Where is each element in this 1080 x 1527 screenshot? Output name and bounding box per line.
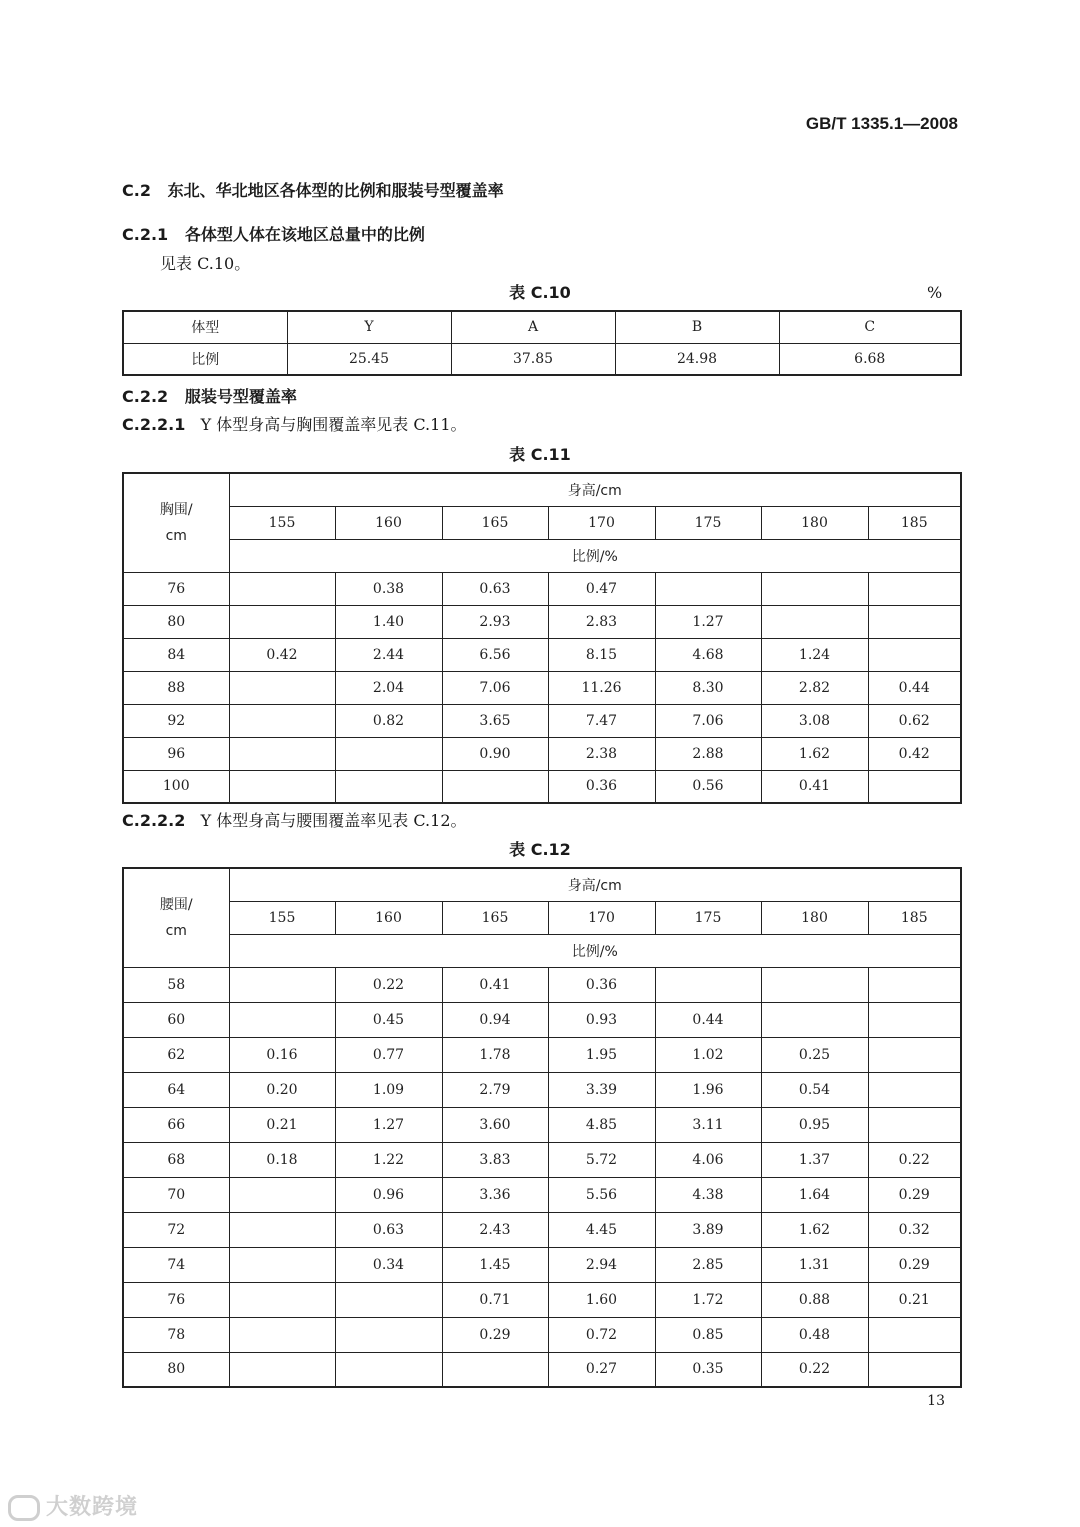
table-c12-cell: 0.20 [229, 1072, 335, 1107]
table-c12-cell: 2.79 [442, 1072, 548, 1107]
table-c12-cell: 1.60 [548, 1282, 655, 1317]
table-c11-cell: 2.83 [548, 605, 655, 638]
table-c12-row [123, 1037, 961, 1072]
table-c12-corner-line2: cm [165, 922, 187, 939]
table-c12-cell: 0.45 [335, 1002, 442, 1037]
table-c12-cell: 0.48 [761, 1317, 868, 1352]
table-c12-cell [335, 1282, 442, 1317]
table-c12-cell: 2.43 [442, 1212, 548, 1247]
table-c12-cell: 3.11 [655, 1107, 761, 1142]
table-c12-cell [229, 1352, 335, 1387]
table-c11-cell: 0.36 [548, 770, 655, 803]
table-c12-cell: 4.45 [548, 1212, 655, 1247]
section-c2-number: C.2 [122, 181, 151, 200]
table-c12-cell [655, 967, 761, 1002]
table-c11-height-cell: 175 [655, 506, 761, 539]
table-c12-cell: 0.35 [655, 1352, 761, 1387]
table-c11-cell: 0.62 [868, 704, 961, 737]
table-c11-cell [868, 638, 961, 671]
table-c11-row [123, 671, 961, 704]
table-c12-cell: 0.18 [229, 1142, 335, 1177]
table-c12-cell: 1.09 [335, 1072, 442, 1107]
table-c11-row [123, 704, 961, 737]
table-c12-cell: 0.21 [229, 1107, 335, 1142]
table-c12-cell [761, 1002, 868, 1037]
table-c12-cell: 0.85 [655, 1317, 761, 1352]
table-c12-cell: 1.27 [335, 1107, 442, 1142]
table-c12-cell: 0.54 [761, 1072, 868, 1107]
table-c12-row [123, 1282, 961, 1317]
table-c11-height-cell: 155 [229, 506, 335, 539]
table-c12-cell [868, 1072, 961, 1107]
table-c12-cell: 1.45 [442, 1247, 548, 1282]
table-c12-cell [229, 1317, 335, 1352]
table-c11-height-cell: 180 [761, 506, 868, 539]
table-c12-cell: 1.31 [761, 1247, 868, 1282]
table-c12-row-key: 62 [123, 1037, 229, 1072]
table-c11-cell [335, 737, 442, 770]
table-c12-cell [229, 1282, 335, 1317]
section-c21-heading [122, 222, 425, 245]
table-c12-cell: 0.36 [548, 967, 655, 1002]
table-c11-cell: 0.38 [335, 572, 442, 605]
table-c12-cell: 1.64 [761, 1177, 868, 1212]
table-c12-row [123, 1247, 961, 1282]
table-c12-row [123, 1107, 961, 1142]
table-c12-cell: 0.32 [868, 1212, 961, 1247]
table-c10-cell: 25.45 [287, 343, 451, 375]
table-c12-cell: 1.37 [761, 1142, 868, 1177]
table-c10-header-row [123, 311, 961, 343]
table-c10-cell: 37.85 [451, 343, 615, 375]
table-c12-cell [229, 967, 335, 1002]
table-c11-cell [868, 572, 961, 605]
section-c2-heading [122, 178, 504, 201]
table-c11-cell: 2.82 [761, 671, 868, 704]
table-c12-cell [868, 1107, 961, 1142]
table-c11-corner-line2: cm [165, 527, 187, 544]
section-c221-text: Y 体型身高与胸围覆盖率见表 C.11。 [200, 415, 467, 434]
table-c12 [122, 867, 962, 1388]
table-c12-cell: 0.21 [868, 1282, 961, 1317]
table-c11-cell: 6.56 [442, 638, 548, 671]
table-c12-cell: 0.34 [335, 1247, 442, 1282]
watermark [8, 1490, 138, 1521]
table-c12-cell: 1.95 [548, 1037, 655, 1072]
table-c11-height-cell: 185 [868, 506, 961, 539]
table-c12-height-cell: 170 [548, 901, 655, 934]
table-c11-cell: 0.42 [229, 638, 335, 671]
table-c11-cell [442, 770, 548, 803]
page-number: 13 [927, 1393, 945, 1409]
table-c11-heights-row [123, 506, 961, 539]
table-c12-row [123, 1352, 961, 1387]
table-c11-sub-header: 比例/% [229, 539, 961, 572]
table-c11-cell: 0.41 [761, 770, 868, 803]
table-c11-row [123, 770, 961, 803]
table-c12-cell: 1.78 [442, 1037, 548, 1072]
table-c12-cell [229, 1247, 335, 1282]
table-c12-cell: 0.77 [335, 1037, 442, 1072]
table-c12-height-cell: 160 [335, 901, 442, 934]
table-c10-unit: % [927, 283, 943, 302]
table-c11-cell: 0.42 [868, 737, 961, 770]
table-c12-height-cell: 180 [761, 901, 868, 934]
table-c11-cell [229, 605, 335, 638]
table-c12-cell [868, 1317, 961, 1352]
table-c11-row-key: 84 [123, 638, 229, 671]
table-c12-height-cell: 155 [229, 901, 335, 934]
section-c22-title: 服装号型覆盖率 [184, 387, 297, 406]
table-c12-cell: 2.94 [548, 1247, 655, 1282]
table-c12-cell: 0.29 [868, 1177, 961, 1212]
standard-code: GB/T 1335.1—2008 [805, 114, 958, 133]
table-c11-row-key: 88 [123, 671, 229, 704]
table-c12-caption: 表 C.12 [509, 840, 571, 859]
table-c12-row [123, 1072, 961, 1107]
table-c11-corner-line1: 胸围/ [159, 501, 193, 518]
section-c22-number: C.2.2 [122, 387, 169, 406]
table-c11-cell: 0.44 [868, 671, 961, 704]
table-c12-cell: 0.41 [442, 967, 548, 1002]
table-c12-row-key: 60 [123, 1002, 229, 1037]
table-c10-cell: 24.98 [615, 343, 779, 375]
table-c12-cell: 5.72 [548, 1142, 655, 1177]
table-c12-cell: 0.22 [761, 1352, 868, 1387]
table-c11-height-cell: 170 [548, 506, 655, 539]
table-c12-cell: 3.36 [442, 1177, 548, 1212]
table-c12-cell: 1.02 [655, 1037, 761, 1072]
table-c12-cell: 0.72 [548, 1317, 655, 1352]
table-c12-body [123, 967, 961, 1387]
table-c12-cell: 3.89 [655, 1212, 761, 1247]
table-c11-cell [335, 770, 442, 803]
table-c11-cell: 0.82 [335, 704, 442, 737]
table-c12-cell: 0.93 [548, 1002, 655, 1037]
table-c10-cell: 比例 [123, 343, 287, 375]
table-c10-header-cell: C [779, 311, 961, 343]
table-c11-cell: 7.06 [655, 704, 761, 737]
table-c12-row [123, 1002, 961, 1037]
table-c12-row [123, 1177, 961, 1212]
table-c11-cell: 2.44 [335, 638, 442, 671]
table-c12-row-key: 66 [123, 1107, 229, 1142]
table-c12-cell: 1.72 [655, 1282, 761, 1317]
table-c12-cell: 0.63 [335, 1212, 442, 1247]
table-c12-cell: 5.56 [548, 1177, 655, 1212]
table-c10-caption: 表 C.10 [509, 283, 571, 302]
table-c11-cell [655, 572, 761, 605]
table-c11-corner [123, 473, 229, 572]
table-c10-header-cell: 体型 [123, 311, 287, 343]
table-c12-cell [868, 1002, 961, 1037]
table-c12-cell [868, 967, 961, 1002]
table-c12-cell: 2.85 [655, 1247, 761, 1282]
table-c11-row-key: 92 [123, 704, 229, 737]
table-c12-cell: 0.25 [761, 1037, 868, 1072]
table-c11-row-key: 76 [123, 572, 229, 605]
table-c12-cell [229, 1212, 335, 1247]
watermark-logo-icon [8, 1495, 40, 1521]
table-c11-cell: 7.47 [548, 704, 655, 737]
table-c12-row [123, 1142, 961, 1177]
table-c11-body [123, 572, 961, 803]
table-c11-cell: 8.30 [655, 671, 761, 704]
table-c12-cell: 0.96 [335, 1177, 442, 1212]
table-c12-row-key: 68 [123, 1142, 229, 1177]
table-c12-heights-row [123, 901, 961, 934]
table-c12-corner [123, 868, 229, 967]
watermark-text: 大数跨境 [46, 1495, 139, 1520]
table-c12-cell: 3.39 [548, 1072, 655, 1107]
table-c11-cell: 2.88 [655, 737, 761, 770]
table-c12-row-key: 58 [123, 967, 229, 1002]
table-c11-cell: 0.90 [442, 737, 548, 770]
table-c12-row [123, 1212, 961, 1247]
table-c12-cell: 4.38 [655, 1177, 761, 1212]
table-c12-cell: 3.60 [442, 1107, 548, 1142]
table-c12-row [123, 967, 961, 1002]
table-c11-caption: 表 C.11 [509, 445, 571, 464]
table-c12-height-cell: 175 [655, 901, 761, 934]
table-c11-cell: 0.56 [655, 770, 761, 803]
table-c10-header-cell: A [451, 311, 615, 343]
table-c11-row [123, 737, 961, 770]
table-c12-cell: 0.94 [442, 1002, 548, 1037]
table-c11-cell: 1.27 [655, 605, 761, 638]
table-c12-cell: 0.71 [442, 1282, 548, 1317]
section-c22-heading [122, 384, 297, 407]
table-c12-row-key: 78 [123, 1317, 229, 1352]
table-c12-cell: 1.96 [655, 1072, 761, 1107]
table-c11-cell [229, 704, 335, 737]
table-c12-cell: 1.62 [761, 1212, 868, 1247]
table-c12-top-header: 身高/cm [229, 868, 961, 901]
table-c11-cell [868, 605, 961, 638]
table-c11-cell: 2.93 [442, 605, 548, 638]
table-c10-header-cell: Y [287, 311, 451, 343]
table-c11-cell: 4.68 [655, 638, 761, 671]
table-c12-cell: 0.44 [655, 1002, 761, 1037]
table-c12-row [123, 1317, 961, 1352]
table-c12-cell [442, 1352, 548, 1387]
table-c11-top-header: 身高/cm [229, 473, 961, 506]
table-c10 [122, 310, 962, 376]
table-c10-header-cell: B [615, 311, 779, 343]
table-c11-cell [761, 572, 868, 605]
table-c12-cell: 1.22 [335, 1142, 442, 1177]
table-c11-cell: 1.40 [335, 605, 442, 638]
table-c12-cell: 0.22 [335, 967, 442, 1002]
table-c12-row-key: 74 [123, 1247, 229, 1282]
table-c12-cell [229, 1002, 335, 1037]
section-c222-line [122, 808, 467, 831]
table-c11-row [123, 638, 961, 671]
table-c12-corner-line1: 腰围/ [159, 896, 193, 913]
table-c11-cell: 0.47 [548, 572, 655, 605]
table-c11-height-cell: 160 [335, 506, 442, 539]
table-c12-cell [761, 967, 868, 1002]
table-c11-cell [229, 770, 335, 803]
table-c11-cell: 2.04 [335, 671, 442, 704]
table-c12-cell: 4.85 [548, 1107, 655, 1142]
table-c11-cell: 1.62 [761, 737, 868, 770]
table-c11-cell: 0.63 [442, 572, 548, 605]
table-c12-row-key: 64 [123, 1072, 229, 1107]
table-c12-cell [868, 1352, 961, 1387]
table-c11-cell [761, 605, 868, 638]
table-c12-cell: 3.83 [442, 1142, 548, 1177]
section-c21-body: 见表 C.10。 [160, 254, 251, 273]
table-c12-cell: 0.29 [442, 1317, 548, 1352]
table-c11-row-key: 80 [123, 605, 229, 638]
table-c12-row-key: 80 [123, 1352, 229, 1387]
table-c11-cell [229, 572, 335, 605]
table-c12-cell [335, 1352, 442, 1387]
table-c11-cell: 11.26 [548, 671, 655, 704]
table-c12-row-key: 76 [123, 1282, 229, 1317]
table-c10-cell: 6.68 [779, 343, 961, 375]
table-c12-cell [868, 1037, 961, 1072]
table-c12-cell [229, 1177, 335, 1212]
table-c12-height-cell: 165 [442, 901, 548, 934]
table-c12-row-key: 72 [123, 1212, 229, 1247]
table-c12-cell: 4.06 [655, 1142, 761, 1177]
table-c11-cell [229, 671, 335, 704]
table-c11-cell: 3.65 [442, 704, 548, 737]
table-c12-cell: 0.29 [868, 1247, 961, 1282]
table-c11-row [123, 605, 961, 638]
table-c11-cell [229, 737, 335, 770]
table-c11-row-key: 100 [123, 770, 229, 803]
section-c221-line [122, 412, 467, 435]
table-c12-cell: 0.88 [761, 1282, 868, 1317]
table-c12-row-key: 70 [123, 1177, 229, 1212]
table-c11-cell: 8.15 [548, 638, 655, 671]
table-c12-cell: 0.22 [868, 1142, 961, 1177]
table-c12-cell: 0.16 [229, 1037, 335, 1072]
section-c2-title: 东北、华北地区各体型的比例和服装号型覆盖率 [167, 181, 504, 200]
table-c11 [122, 472, 962, 804]
section-c222-number: C.2.2.2 [122, 811, 186, 830]
section-c221-number: C.2.2.1 [122, 415, 186, 434]
table-c11-cell: 3.08 [761, 704, 868, 737]
table-c11-cell: 2.38 [548, 737, 655, 770]
table-c11-cell: 1.24 [761, 638, 868, 671]
table-c11-row [123, 572, 961, 605]
section-c21-title: 各体型人体在该地区总量中的比例 [184, 225, 425, 244]
table-c12-cell: 0.27 [548, 1352, 655, 1387]
section-c21-number: C.2.1 [122, 225, 169, 244]
table-c11-height-cell: 165 [442, 506, 548, 539]
table-c11-cell [868, 770, 961, 803]
table-c10-data-row [123, 343, 961, 375]
section-c222-text: Y 体型身高与腰围覆盖率见表 C.12。 [200, 811, 467, 830]
table-c11-row-key: 96 [123, 737, 229, 770]
table-c12-height-cell: 185 [868, 901, 961, 934]
table-c12-sub-header: 比例/% [229, 934, 961, 967]
table-c12-cell [335, 1317, 442, 1352]
table-c11-cell: 7.06 [442, 671, 548, 704]
table-c12-cell: 0.95 [761, 1107, 868, 1142]
